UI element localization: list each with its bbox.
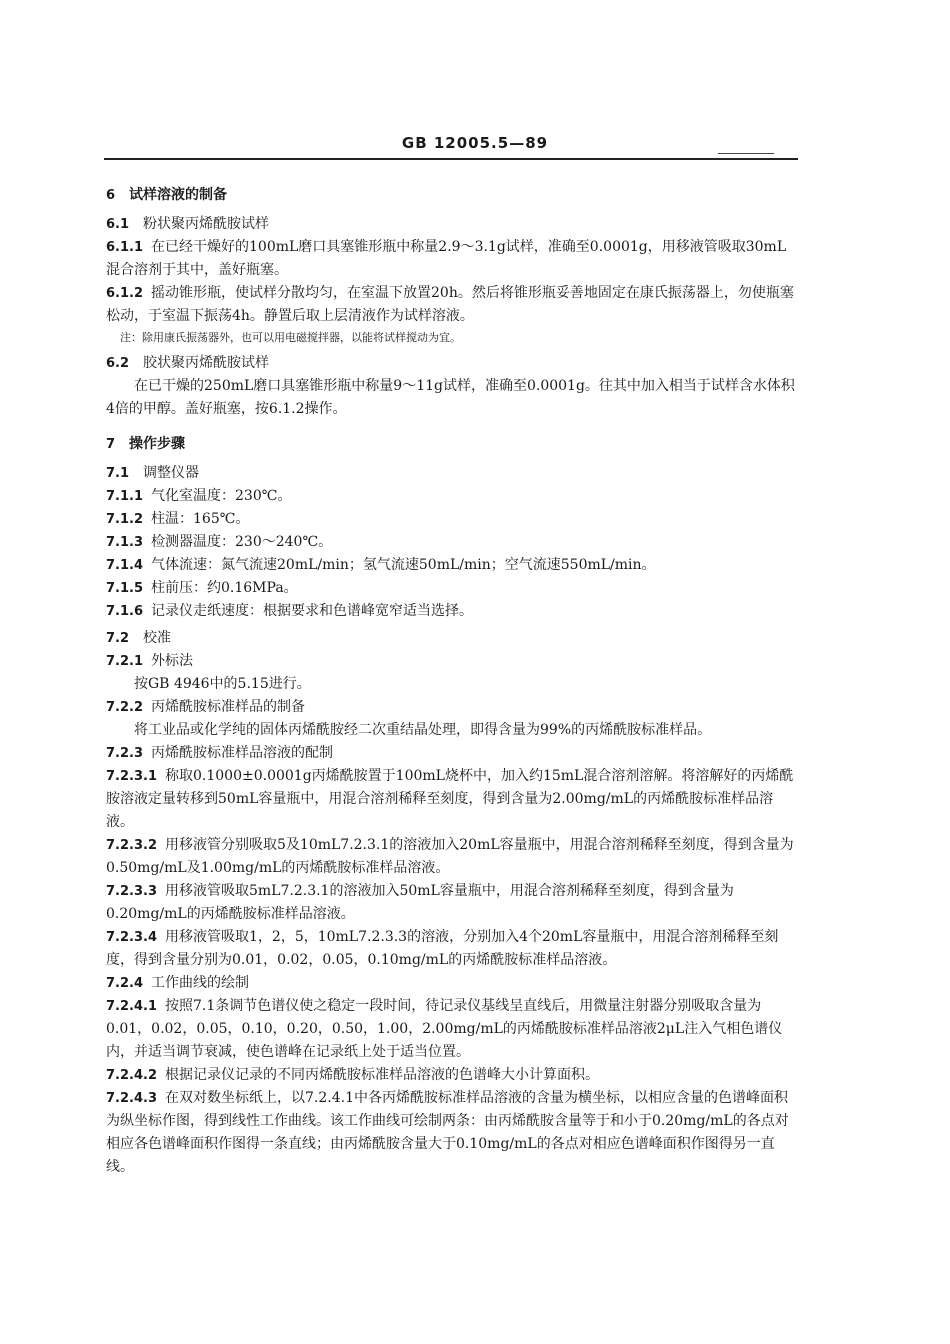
clause-number: 7.2.3.2 [106, 838, 157, 853]
section-7-heading [106, 433, 798, 456]
section-number: 7.1 [106, 466, 130, 481]
clause-7-2-3-heading [106, 742, 798, 765]
clause-number: 6.1.2 [106, 286, 144, 301]
clause-number: 7.2.4.1 [106, 999, 157, 1014]
note: 注：除用康氏振荡器外，也可以用电磁搅拌器，以能将试样搅动为宜。 [120, 331, 461, 344]
clause-number: 7.2.3 [106, 746, 144, 761]
clause-number: 7.2.3.3 [106, 884, 157, 899]
clause-7-2-4-1 [106, 995, 798, 1064]
clause-text: 记录仪走纸速度：根据要求和色谱峰宽窄适当选择。 [151, 603, 474, 619]
clause-number: 7.1.6 [106, 604, 144, 619]
clause-text: 称取0.1000±0.0001g丙烯酰胺置于100mL烧杯中，加入约15mL混合溶剂溶解。将溶解好的丙烯酰胺溶液定量转移到50mL容量瓶中，用混合溶剂稀释至刻度，得到含量为2.00mg/mL的丙烯酰胺标准样品溶液。 [106, 768, 794, 830]
clause-number: 7.2.1 [106, 654, 144, 669]
clause-7-1-1 [106, 485, 798, 508]
header-rule [104, 158, 798, 160]
section-6-2-heading [106, 352, 798, 375]
clause-text: 柱温：165℃。 [151, 511, 250, 527]
section-number: 7 [106, 437, 116, 452]
clause-text: 按照7.1条调节色谱仪使之稳定一段时间，待记录仪基线呈直线后，用微量注射器分别吸取含量为0.01，0.02，0.05，0.10，0.20，0.50，1.00，2.00mg/mL的丙烯酰胺标准样品溶液2μL注入气相色谱仪内，并适当调节衰减，使色谱峰在记录纸上处于适当位置。 [106, 998, 783, 1060]
section-title: 操作步骤 [129, 436, 186, 452]
header-short-rule [718, 153, 774, 154]
clause-text: 气体流速：氮气流速20mL/min；氢气流速50mL/min；空气流速550mL/min。 [151, 557, 656, 573]
clause-7-2-3-4 [106, 926, 798, 972]
section-number: 7.2 [106, 631, 130, 646]
clause-number: 7.1.1 [106, 489, 144, 504]
clause-text: 在双对数坐标纸上，以7.2.4.1中各丙烯酰胺标准样品溶液的含量为横坐标，以相应含量的色谱峰面积为纵坐标作图，得到线性工作曲线。该工作曲线可绘制两条：由丙烯酰胺含量等于和小于0.20mg/mL的各点对相应各色谱峰面积作图得一条直线；由丙烯酰胺含量大于0.10mg/mL的各点对相应色谱峰面积作图得另一直线。 [106, 1090, 789, 1175]
clause-7-1-4 [106, 554, 798, 577]
section-number: 6.1 [106, 217, 130, 232]
section-number: 6.2 [106, 356, 130, 371]
clause-7-1-3 [106, 531, 798, 554]
standard-code-header: GB 12005.5—89 [401, 134, 549, 152]
clause-text: 在已经干燥好的100mL磨口具塞锥形瓶中称量2.9～3.1g试样，准确至0.0001g，用移液管吸取30mL混合溶剂于其中，盖好瓶塞。 [106, 239, 787, 278]
clause-7-1-2 [106, 508, 798, 531]
clause-7-2-1-heading [106, 650, 798, 673]
section-6-2-text: 在已干燥的250mL磨口具塞锥形瓶中称量9～11g试样，准确至0.0001g。往其中加入相当于试样含水体积4倍的甲醇。盖好瓶塞，按6.1.2操作。 [106, 378, 795, 417]
clause-7-2-3-3 [106, 880, 798, 926]
clause-7-1-5 [106, 577, 798, 600]
clause-text: 用移液管吸取1，2，5，10mL7.2.3.3的溶液，分别加入4个20mL容量瓶中，用混合溶剂稀释至刻度，得到含量分别为0.01，0.02，0.05，0.10mg/mL的丙烯酰胺标准样品溶液。 [106, 929, 779, 968]
clause-number: 7.2.4.2 [106, 1068, 157, 1083]
clause-text: 用移液管分别吸取5及10mL7.2.3.1的溶液加入20mL容量瓶中，用混合溶剂稀释至刻度，得到含量为0.50mg/mL及1.00mg/mL的丙烯酰胺标准样品溶液。 [106, 837, 794, 876]
section-7-2-heading [106, 627, 798, 650]
clause-title: 丙烯酰胺标准样品溶液的配制 [151, 745, 334, 761]
clause-number: 7.1.2 [106, 512, 144, 527]
section-6-heading [106, 184, 798, 207]
clause-text: 根据记录仪记录的不同丙烯酰胺标准样品溶液的色谱峰大小计算面积。 [165, 1067, 599, 1083]
section-title: 胶状聚丙烯酰胺试样 [143, 355, 270, 371]
clause-6-1-2 [106, 282, 798, 328]
clause-text: 气化室温度：230℃。 [151, 488, 292, 504]
document-body [106, 178, 798, 1179]
clause-7-2-2-heading [106, 696, 798, 719]
clause-title: 丙烯酰胺标准样品的制备 [151, 699, 306, 715]
section-7-1-heading [106, 462, 798, 485]
clause-number: 7.1.4 [106, 558, 144, 573]
clause-number: 6.1.1 [106, 240, 144, 255]
clause-number: 7.2.4.3 [106, 1091, 157, 1106]
clause-6-1-1 [106, 236, 798, 282]
clause-7-2-4-3 [106, 1087, 798, 1179]
clause-7-2-2-text: 将工业品或化学纯的固体丙烯酰胺经二次重结晶处理，即得含量为99%的丙烯酰胺标准样品。 [134, 722, 712, 738]
clause-number: 7.2.4 [106, 976, 144, 991]
clause-text: 用移液管吸取5mL7.2.3.1的溶液加入50mL容量瓶中，用混合溶剂稀释至刻度，得到含量为0.20mg/mL的丙烯酰胺标准样品溶液。 [106, 883, 734, 922]
section-title: 试样溶液的制备 [129, 187, 228, 203]
section-title: 校准 [143, 630, 172, 646]
section-number: 6 [106, 188, 116, 203]
clause-text: 柱前压：约0.16MPa。 [151, 580, 298, 596]
clause-7-2-3-2 [106, 834, 798, 880]
clause-text: 摇动锥形瓶，使试样分散均匀，在室温下放置20h。然后将锥形瓶妥善地固定在康氏振荡器上，勿使瓶塞松动，于室温下振荡4h。静置后取上层清液作为试样溶液。 [106, 285, 794, 324]
clause-number: 7.1.5 [106, 581, 144, 596]
section-title: 调整仪器 [143, 465, 200, 481]
section-title: 粉状聚丙烯酰胺试样 [143, 216, 270, 232]
clause-7-2-4-2 [106, 1064, 798, 1087]
clause-number: 7.2.3.4 [106, 930, 157, 945]
clause-7-2-1-text: 按GB 4946中的5.15进行。 [134, 676, 311, 692]
section-6-1-heading [106, 213, 798, 236]
clause-7-1-6 [106, 600, 798, 623]
clause-text: 检测器温度：230～240℃。 [151, 534, 333, 550]
clause-number: 7.2.2 [106, 700, 144, 715]
clause-number: 7.2.3.1 [106, 769, 157, 784]
clause-number: 7.1.3 [106, 535, 144, 550]
clause-7-2-3-1 [106, 765, 798, 834]
clause-title: 工作曲线的绘制 [151, 975, 250, 991]
clause-7-2-4-heading [106, 972, 798, 995]
clause-title: 外标法 [151, 653, 194, 669]
